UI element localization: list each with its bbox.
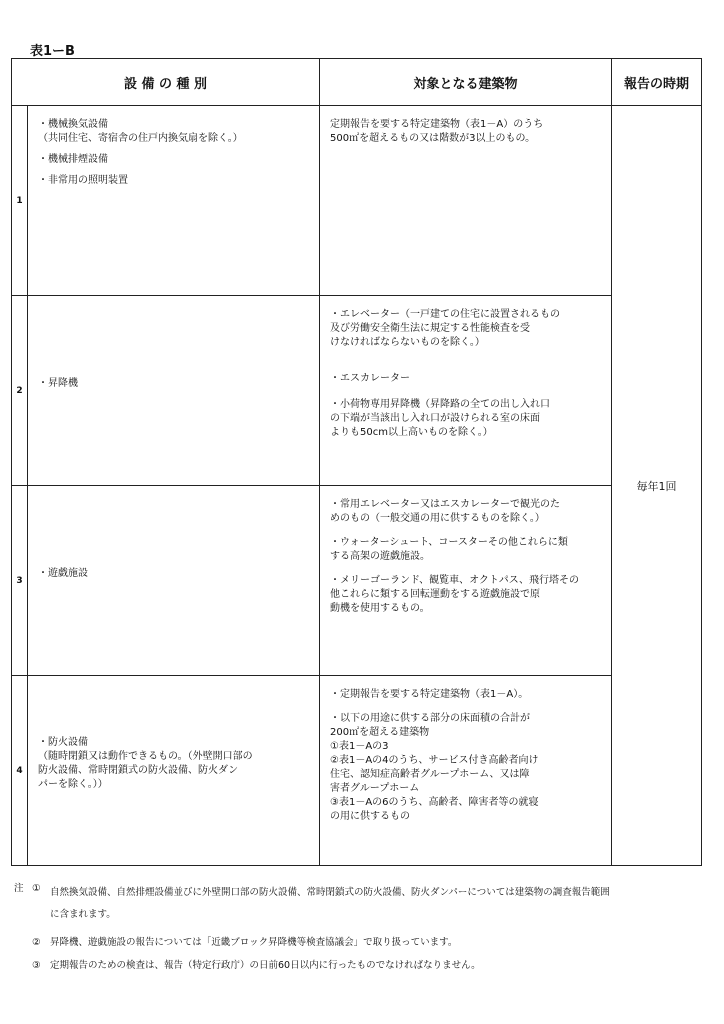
note-text: 自然換気設備、自然排煙設備並びに外壁開口部の防火設備、常時閉鎖式の防火設備、防火ダンパーについては建築物の調査報告範囲 に含まれます。 bbox=[50, 887, 610, 920]
row-number: 4 bbox=[12, 676, 28, 866]
target-item: ・定期報告を要する特定建築物（表1－A）。 bbox=[330, 689, 529, 700]
note-text: 昇降機、遊戯施設の報告については「近畿ブロック昇降機等検査協議会」で取り扱っています。 bbox=[50, 937, 458, 948]
type-cell bbox=[28, 106, 320, 296]
note-number: ① bbox=[32, 883, 41, 894]
target-cell bbox=[320, 676, 612, 866]
notes bbox=[14, 882, 704, 982]
table-title: 表1ーB bbox=[30, 44, 75, 59]
type-cell bbox=[28, 676, 320, 866]
header-type: 設 備 の 種 別 bbox=[12, 59, 320, 106]
target-item: ・エレベーター（一戸建ての住宅に設置されるもの 及び労働安全衛生法に規定する性能検査を受 けなければならないものを除く。） bbox=[330, 309, 561, 348]
target-item: ・メリーゴーランド、観覧車、オクトパス、飛行塔その 他これらに類する回転運動をする遊戯施設で原 動機を使用するもの。 bbox=[330, 575, 580, 614]
note-item bbox=[14, 959, 704, 972]
type-item: ・遊戯施設 bbox=[38, 568, 88, 579]
table-row bbox=[12, 296, 702, 486]
header-target: 対象となる建築物 bbox=[320, 59, 612, 106]
note-item bbox=[14, 936, 704, 949]
target-item: ・小荷物専用昇降機（昇降路の全ての出し入れ口 の下端が当該出し入れ口が設けられる室の床面 よりも50cm以上高いものを除く。） bbox=[330, 399, 551, 438]
notes-label: 注 bbox=[14, 883, 24, 894]
target-cell bbox=[320, 486, 612, 676]
type-cell bbox=[28, 296, 320, 486]
note-item bbox=[14, 882, 704, 926]
note-number: ③ bbox=[32, 960, 41, 971]
note-number: ② bbox=[32, 937, 41, 948]
equipment-table bbox=[11, 58, 702, 866]
table-row bbox=[12, 676, 702, 866]
target-item: ・エスカレーター bbox=[330, 373, 411, 384]
header-timing: 報告の時期 bbox=[612, 59, 702, 106]
target-item: ・以下の用途に供する部分の床面積の合計が 200㎡を超える建築物 ①表1－Aの3 ②表1－Aの4のうち、サービス付き高齢者向け 住宅、認知症高齢者グループホーム、又は障 害者グループホーム ③表1－Aの6のうち、高齢者、障害者等の就寝 の用に供するもの bbox=[330, 713, 539, 822]
header-row bbox=[12, 59, 702, 106]
table-row bbox=[12, 486, 702, 676]
type-item: ・防火設備 （随時閉鎖又は動作できるもの。（外壁開口部の 防火設備、常時閉鎖式の防火設備、防火ダン パーを除く。）） bbox=[38, 737, 253, 790]
target-cell bbox=[320, 296, 612, 486]
type-cell bbox=[28, 486, 320, 676]
row-number: 1 bbox=[12, 106, 28, 296]
type-item: ・非常用の照明装置 bbox=[38, 175, 128, 186]
type-item: ・昇降機 bbox=[38, 378, 78, 389]
note-text: 定期報告のための検査は、報告（特定行政庁）の日前60日以内に行ったものでなければなりません。 bbox=[50, 960, 481, 971]
target-item: 定期報告を要する特定建築物（表1－A）のうち 500㎡を超えるもの又は階数が3以上のもの。 bbox=[330, 119, 544, 144]
row-number: 3 bbox=[12, 486, 28, 676]
target-cell bbox=[320, 106, 612, 296]
type-item: ・機械換気設備 （共同住宅、寄宿舎の住戸内換気扇を除く。） bbox=[38, 119, 243, 144]
type-item: ・機械排煙設備 bbox=[38, 154, 108, 165]
table-row bbox=[12, 106, 702, 296]
target-item: ・ウォーターシュート、コースターその他これらに類 する高架の遊戯施設。 bbox=[330, 537, 568, 562]
row-number: 2 bbox=[12, 296, 28, 486]
target-item: ・常用エレベーター又はエスカレーターで観光のた めのもの（一般交通の用に供するものを除く。） bbox=[330, 499, 561, 524]
timing-cell: 毎年1回 bbox=[612, 106, 702, 866]
